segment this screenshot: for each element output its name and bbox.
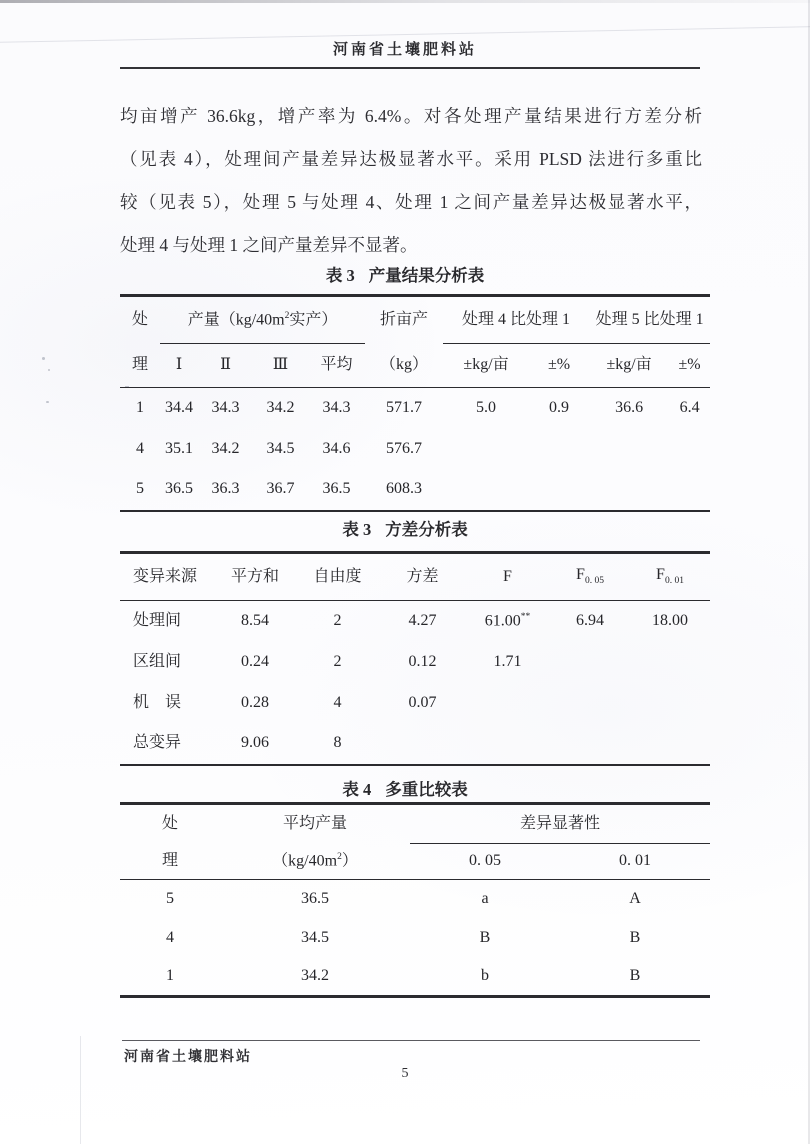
cell xyxy=(529,470,589,511)
cell: 36.6 xyxy=(615,399,644,417)
cell: 5.0 xyxy=(476,399,497,417)
cell: 处理间 xyxy=(133,612,182,630)
cell: b xyxy=(410,958,560,997)
cell xyxy=(630,683,710,724)
cell: 0.9 xyxy=(549,399,570,417)
yield-group-tail: 实产） xyxy=(289,310,338,328)
cell: 4 xyxy=(136,439,144,457)
yield-group-label: 产量（kg/40m xyxy=(187,310,285,328)
comparison-table-title xyxy=(0,776,810,800)
cell: 总变异 xyxy=(120,724,215,765)
anova-table xyxy=(120,551,710,766)
page-number: 5 xyxy=(401,1066,409,1081)
col-f-value: F xyxy=(465,553,550,601)
cell xyxy=(380,724,465,765)
col-per-mu-top: 折亩产 xyxy=(380,311,429,329)
paper-crease xyxy=(80,1036,81,1144)
yield-header-row-2 xyxy=(120,344,710,388)
table-number: 表 3 xyxy=(342,520,372,539)
cell xyxy=(589,429,669,470)
col-cmp5-kg: ±kg/亩 xyxy=(589,344,669,388)
col-avg-yield-top: 平均产量 xyxy=(282,815,347,833)
cell xyxy=(550,683,630,724)
paragraph-line: （见表 4），处理间产量差异达极显著水平。采用 PLSD 法进行多重比 xyxy=(120,149,702,169)
cell xyxy=(465,724,550,765)
paragraph-line: 较（见表 5），处理 5 与处理 4、处理 1 之间产量差异达极显著水平， xyxy=(120,192,702,212)
cell: 5 xyxy=(120,470,160,511)
col-variation-source: 变异来源 xyxy=(120,553,215,601)
cell xyxy=(669,429,710,470)
table-title-text: 多重比较表 xyxy=(385,780,468,799)
col-sig-005: 0. 05 xyxy=(410,844,560,880)
cell: 576.7 xyxy=(386,439,423,457)
table-row xyxy=(120,880,710,919)
anova-header-row xyxy=(120,553,710,601)
cell: 0.28 xyxy=(241,693,269,711)
col-treatment-bottom: 理 xyxy=(120,344,160,388)
yield-group-sup: 2 xyxy=(284,310,290,321)
cell: 2 xyxy=(333,612,342,630)
anova-table-title xyxy=(0,516,810,540)
scan-speck xyxy=(42,357,45,360)
f05-base: F xyxy=(576,566,585,584)
cell xyxy=(465,601,550,642)
significance-stars: ** xyxy=(520,611,531,622)
col-cmp5-pct: ±% xyxy=(669,344,710,388)
cell: 34.2 xyxy=(266,399,295,417)
cell: 34.2 xyxy=(220,958,410,997)
table-row xyxy=(120,958,710,997)
cell: a xyxy=(481,890,489,908)
col-rep1: Ⅰ xyxy=(160,344,198,388)
yield-table xyxy=(120,294,710,512)
cell: 1.71 xyxy=(493,652,522,670)
table-row xyxy=(120,683,710,724)
comparison-header-row-1 xyxy=(120,804,710,844)
comparison-table xyxy=(120,802,710,998)
table-row xyxy=(120,642,710,683)
body-paragraph xyxy=(120,95,702,267)
table-title-text: 产量结果分析表 xyxy=(368,266,485,285)
col-rep3: Ⅲ xyxy=(253,344,308,388)
cell: 34.4 xyxy=(165,399,193,417)
avg-unit-tail: ） xyxy=(341,852,358,870)
cell: 36.5 xyxy=(160,470,198,511)
table-row xyxy=(120,429,710,470)
col-group-significance: 差异显著性 xyxy=(410,804,710,844)
cell: A xyxy=(629,890,641,908)
table-number: 表 4 xyxy=(342,780,372,799)
col-sig-001: 0. 01 xyxy=(560,844,710,880)
table-number: 表 3 xyxy=(325,266,355,285)
cell xyxy=(630,642,710,683)
col-treatment-bottom: 理 xyxy=(120,844,220,880)
cell: 6.94 xyxy=(576,612,604,630)
cell: 8.54 xyxy=(241,612,269,630)
comparison-header-row-2 xyxy=(120,844,710,880)
cell: 608.3 xyxy=(365,470,443,511)
col-degrees-freedom: 自由度 xyxy=(295,553,380,601)
cell: 4.27 xyxy=(408,612,437,630)
avg-unit-sup: 2 xyxy=(337,851,342,862)
table-title-text: 方差分析表 xyxy=(385,520,468,539)
cell: 571.7 xyxy=(386,399,423,417)
table-row xyxy=(120,388,710,429)
page-header-org: 河南省土壤肥料站 xyxy=(332,42,477,58)
cell: 18.00 xyxy=(652,612,688,630)
col-treatment-top: 处 xyxy=(131,311,148,329)
cell: B xyxy=(629,928,641,946)
cell: 6.4 xyxy=(679,399,700,417)
cell: 34.3 xyxy=(322,399,351,417)
col-f05 xyxy=(550,553,630,601)
col-cmp4-pct: ±% xyxy=(529,344,589,388)
cell xyxy=(589,470,669,511)
cell: 2 xyxy=(333,652,342,670)
f-value: 61.00 xyxy=(484,612,521,630)
cell: 0.24 xyxy=(241,652,269,670)
cell: 36.3 xyxy=(198,470,253,511)
paragraph-line: 处理 4 与处理 1 之间产量差异不显著。 xyxy=(120,235,418,255)
table-row xyxy=(120,919,710,958)
cell: 34.5 xyxy=(301,928,329,946)
scan-top-edge xyxy=(0,0,810,3)
col-group-cmp5: 处理 5 比处理 1 xyxy=(589,296,710,344)
yield-header-row-1 xyxy=(120,296,710,344)
cell xyxy=(443,429,529,470)
f05-sub: 0. 05 xyxy=(584,576,604,587)
cell xyxy=(550,724,630,765)
col-group-cmp4: 处理 4 比处理 1 xyxy=(443,296,589,344)
header-rule xyxy=(120,67,700,69)
cell: 34.6 xyxy=(322,439,351,457)
cell xyxy=(443,470,529,511)
cell: 0.12 xyxy=(408,652,437,670)
paragraph-line: 均亩增产 36.6kg，增产率为 6.4%。对各处理产量结果进行方差分析 xyxy=(120,106,702,126)
cell: 4 xyxy=(333,693,342,711)
cell: 8 xyxy=(295,724,380,765)
cell: 36.7 xyxy=(253,470,308,511)
cell: 区组间 xyxy=(133,652,182,670)
col-variance: 方差 xyxy=(380,553,465,601)
cell: 机 误 xyxy=(133,693,182,711)
cell: 35.1 xyxy=(165,439,193,457)
cell: 4 xyxy=(166,928,174,946)
col-f01 xyxy=(630,553,710,601)
cell: 9.06 xyxy=(215,724,295,765)
yield-table-title xyxy=(0,262,810,286)
cell: 34.5 xyxy=(266,439,295,457)
cell: 36.5 xyxy=(308,470,365,511)
avg-unit-base: （kg/40m xyxy=(272,852,338,870)
col-avg: 平均 xyxy=(308,344,365,388)
cell: 34.3 xyxy=(211,399,240,417)
col-per-mu-bottom: （kg） xyxy=(365,344,443,388)
cell: 1 xyxy=(136,399,144,417)
cell: 5 xyxy=(166,890,174,908)
scan-speck xyxy=(48,369,50,371)
page-footer-org: 河南省土壤肥料站 xyxy=(124,1050,252,1065)
cell: 34.2 xyxy=(211,439,240,457)
cell: 1 xyxy=(120,958,220,997)
cell xyxy=(529,429,589,470)
cell xyxy=(630,724,710,765)
col-avg-yield-unit xyxy=(220,844,410,880)
f01-base: F xyxy=(656,566,665,584)
col-cmp4-kg: ±kg/亩 xyxy=(443,344,529,388)
cell: B xyxy=(560,958,710,997)
footer-rule xyxy=(122,1040,700,1041)
cell xyxy=(669,470,710,511)
cell: 36.5 xyxy=(301,890,329,908)
cell xyxy=(465,683,550,724)
cell xyxy=(550,642,630,683)
col-sum-of-squares: 平方和 xyxy=(215,553,295,601)
table-row xyxy=(120,601,710,642)
col-group-yield xyxy=(160,296,365,344)
cell: 0.07 xyxy=(408,693,437,711)
scan-speck xyxy=(46,401,49,403)
table-row xyxy=(120,470,710,511)
table-row xyxy=(120,724,710,765)
f01-sub: 0. 01 xyxy=(664,576,684,587)
cell: B xyxy=(479,928,491,946)
col-rep2: Ⅱ xyxy=(198,344,253,388)
col-treatment-top: 处 xyxy=(161,815,178,833)
